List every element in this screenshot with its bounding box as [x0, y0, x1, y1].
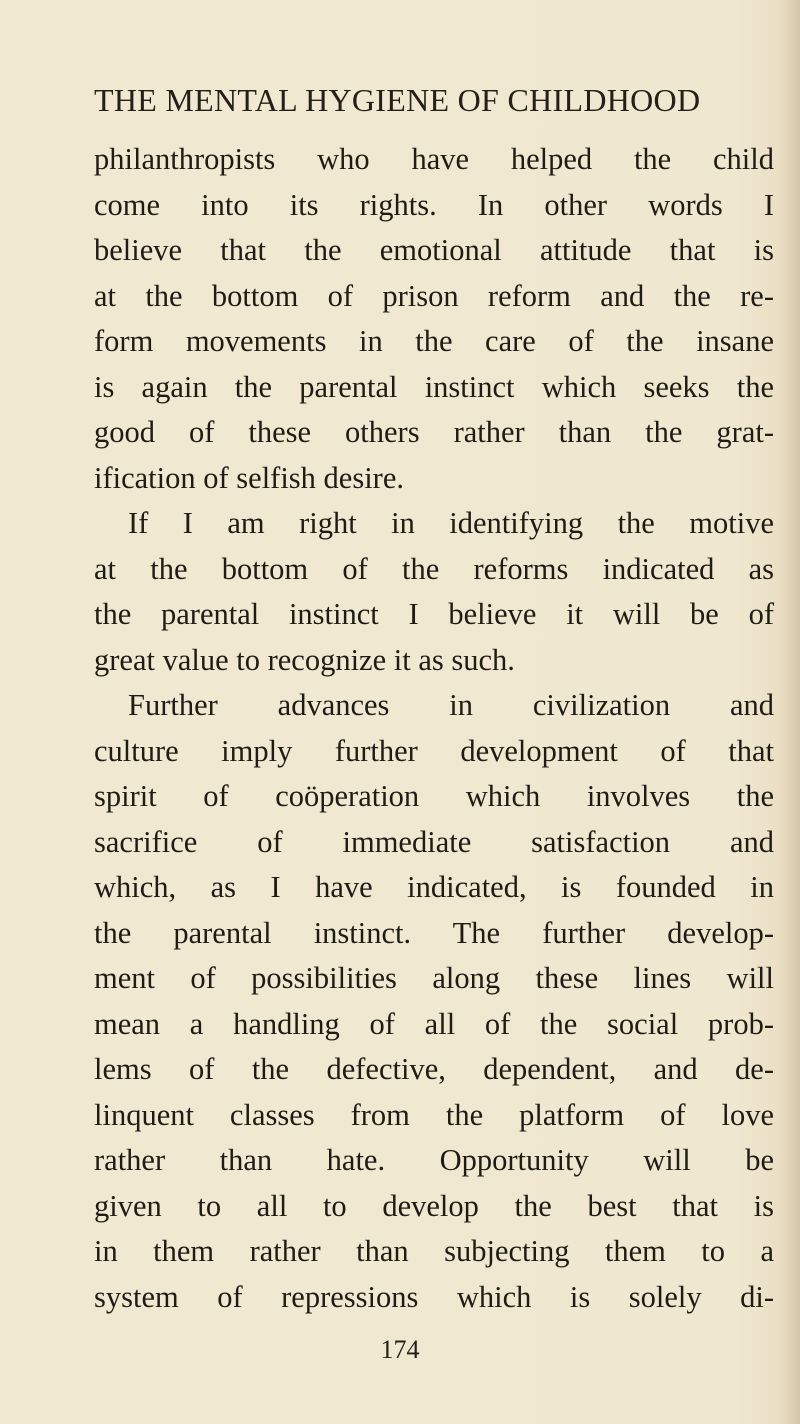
text-line: given to all to develop the best that is: [94, 1188, 774, 1223]
text-line: rather than hate. Opportunity will be: [94, 1143, 774, 1177]
text-line: sacrifice of immediate satisfaction and: [94, 824, 774, 859]
text-line: come into its rights. In other words I: [94, 187, 774, 222]
text-line: in them rather than subjecting them to a: [94, 1234, 774, 1268]
text-line: ification of selfish desire.: [94, 460, 404, 495]
text-line: ment of possibilities along these lines will: [94, 961, 774, 995]
text-line: If I am right in identifying the motive: [128, 506, 774, 540]
text-line: form movements in the care of the insane: [94, 324, 774, 358]
text-line: believe that the emotional attitude that is: [94, 233, 774, 267]
text-line: the parental instinct I believe it will be of: [94, 597, 774, 631]
text-line: at the bottom of the reforms indicated as: [94, 551, 774, 586]
body-text: [94, 137, 774, 1320]
text-line: Further advances in civilization and: [128, 688, 774, 722]
text-line: good of these others rather than the grat-: [94, 415, 774, 449]
text-line: linquent classes from the platform of love: [94, 1097, 774, 1132]
text-line: at the bottom of prison reform and the re-: [94, 278, 774, 313]
running-head: THE MENTAL HYGIENE OF CHILDHOOD: [94, 82, 701, 118]
text-line: lems of the defective, dependent, and de-: [94, 1052, 774, 1086]
text-line: great value to recognize it as such.: [94, 642, 515, 677]
text-line: which, as I have indicated, is founded in: [94, 870, 774, 904]
page-number: 174: [380, 1335, 420, 1364]
text-line: philanthropists who have helped the child: [94, 142, 774, 176]
text-line: is again the parental instinct which seeks the: [94, 369, 774, 404]
text-line: system of repressions which is solely di-: [94, 1279, 774, 1314]
text-line: mean a handling of all of the social prob-: [94, 1006, 774, 1041]
text-line: culture imply further development of that: [94, 733, 774, 768]
text-line: spirit of coöperation which involves the: [94, 779, 774, 813]
text-line: the parental instinct. The further develop-: [94, 915, 774, 950]
page-edge-shadow: [778, 0, 800, 1424]
